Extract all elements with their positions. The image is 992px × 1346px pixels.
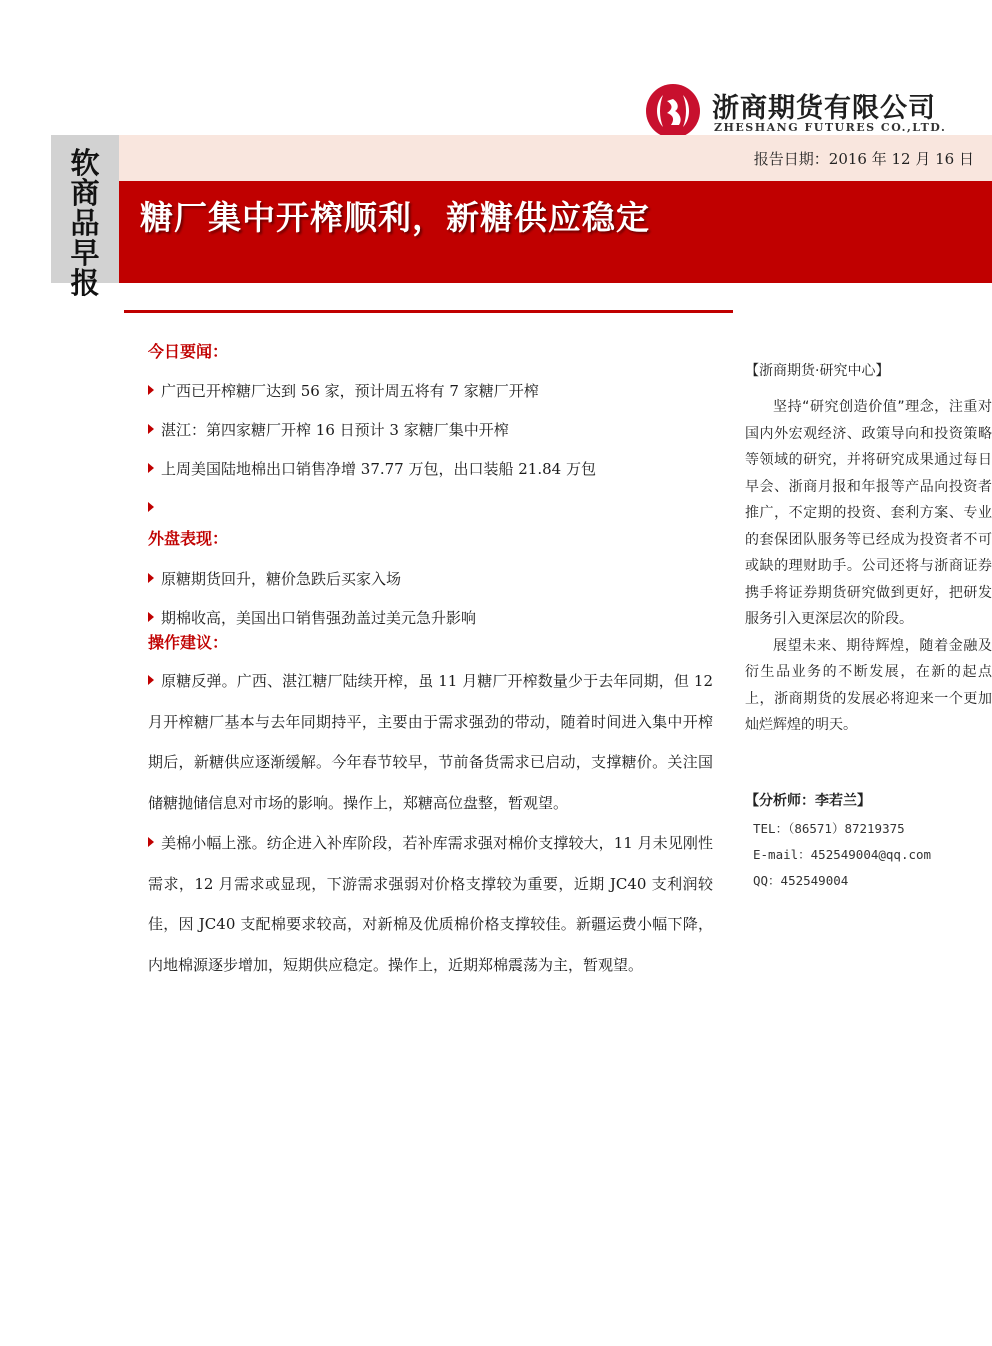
company-name-en: ZHESHANG FUTURES CO.,LTD.: [714, 121, 947, 134]
analyst-email[interactable]: E-mail：452549004@qq.com: [753, 847, 932, 862]
section-divider: [124, 310, 733, 313]
side-label: [51, 148, 119, 298]
analyst-qq: QQ：452549004: [753, 873, 849, 888]
outer-item: 原糖期货回升，糖价急跌后买家入场: [148, 568, 713, 590]
bullet-triangle-icon: [148, 612, 154, 622]
section-heading-advice: 操作建议：: [148, 633, 229, 652]
advice-paragraph: 美棉小幅上涨。纺企进入补库阶段，若补库需求强对棉价支撑较大，11 月未见刚性需求，12 月需求或显现，下游需求强弱对价格支撑较为重要，近期 JC40 支利润较佳，因 JC40 支配棉要求较高，对新棉及优质棉价格支撑较佳。新疆运费小幅下降，内地棉源逐步增加，短期供应稳定。操作上，近期郑棉震荡为主，暂观望。: [148, 834, 713, 974]
section-heading-news: 今日要闻：: [148, 342, 229, 361]
news-item: 上周美国陆地棉出口销售净增 37.77 万包，出口装船 21.84 万包: [148, 458, 713, 480]
report-title: 糖厂集中开榨顺利，新糖供应稳定: [140, 198, 650, 237]
bullet-triangle-icon: [148, 675, 154, 685]
research-center-paragraph: 展望未来、期待辉煌，随着金融及衍生品业务的不断发展，在新的起点上，浙商期货的发展必将迎来一个更加灿烂辉煌的明天。: [745, 637, 992, 733]
side-label-char: 报: [70, 266, 100, 300]
outer-item: 期棉收高，美国出口销售强劲盖过美元急升影响: [148, 607, 713, 629]
main-content: [148, 340, 713, 985]
research-center-paragraph: 坚持“研究创造价值”理念，注重对国内外宏观经济、政策导向和投资策略等领域的研究，并将研究成果通过每日早会、浙商月报和年报等产品向投资者推广，不定期的投资、套利方案、专业的套保团队服务等已经成为投资者不可或缺的理财助手。公司还将与浙商证券携手将证券期货研究做到更好，把研发服务引入更深层次的阶段。: [745, 399, 992, 627]
analyst-heading: 【分析师：李若兰】: [745, 793, 871, 809]
report-date: 报告日期：2016 年 12 月 16 日: [753, 150, 974, 168]
research-center-heading: 【浙商期货·研究中心】: [745, 363, 890, 379]
side-label-char: 商: [70, 176, 100, 210]
section-heading-outer: 外盘表现：: [148, 529, 229, 548]
company-name-cn: 浙商期货有限公司: [712, 93, 936, 124]
side-label-char: 早: [70, 236, 100, 270]
news-item: 广西已开榨糖厂达到 56 家，预计周五将有 7 家糖厂开榨: [148, 380, 713, 402]
bullet-triangle-icon: [148, 837, 154, 847]
side-label-char: 品: [70, 206, 100, 240]
analyst-panel: [745, 790, 992, 894]
analyst-tel: TEL：（86571）87219375: [753, 821, 905, 836]
bullet-triangle-icon: [148, 385, 154, 395]
bullet-triangle-icon: [148, 573, 154, 583]
news-item: 湛江：第四家糖厂开榨 16 日预计 3 家糖厂集中开榨: [148, 419, 713, 441]
news-item: [148, 497, 713, 519]
company-logo-icon: [645, 83, 701, 139]
advice-paragraph: 原糖反弹。广西、湛江糖厂陆续开榨，虽 11 月糖厂开榨数量少于去年同期，但 12 月开榨糖厂基本与去年同期持平，主要由于需求强劲的带动，随着时间进入集中开榨期后，新糖供应逐渐缓解。今年春节较早，节前备货需求已启动，支撑糖价。关注国储糖抛储信息对市场的影响。操作上，郑糖高位盘整，暂观望。: [148, 672, 713, 812]
bullet-triangle-icon: [148, 424, 154, 434]
bullet-triangle-icon: [148, 502, 154, 512]
side-label-char: 软: [70, 146, 100, 180]
research-center-panel: [745, 360, 992, 739]
bullet-triangle-icon: [148, 463, 154, 473]
